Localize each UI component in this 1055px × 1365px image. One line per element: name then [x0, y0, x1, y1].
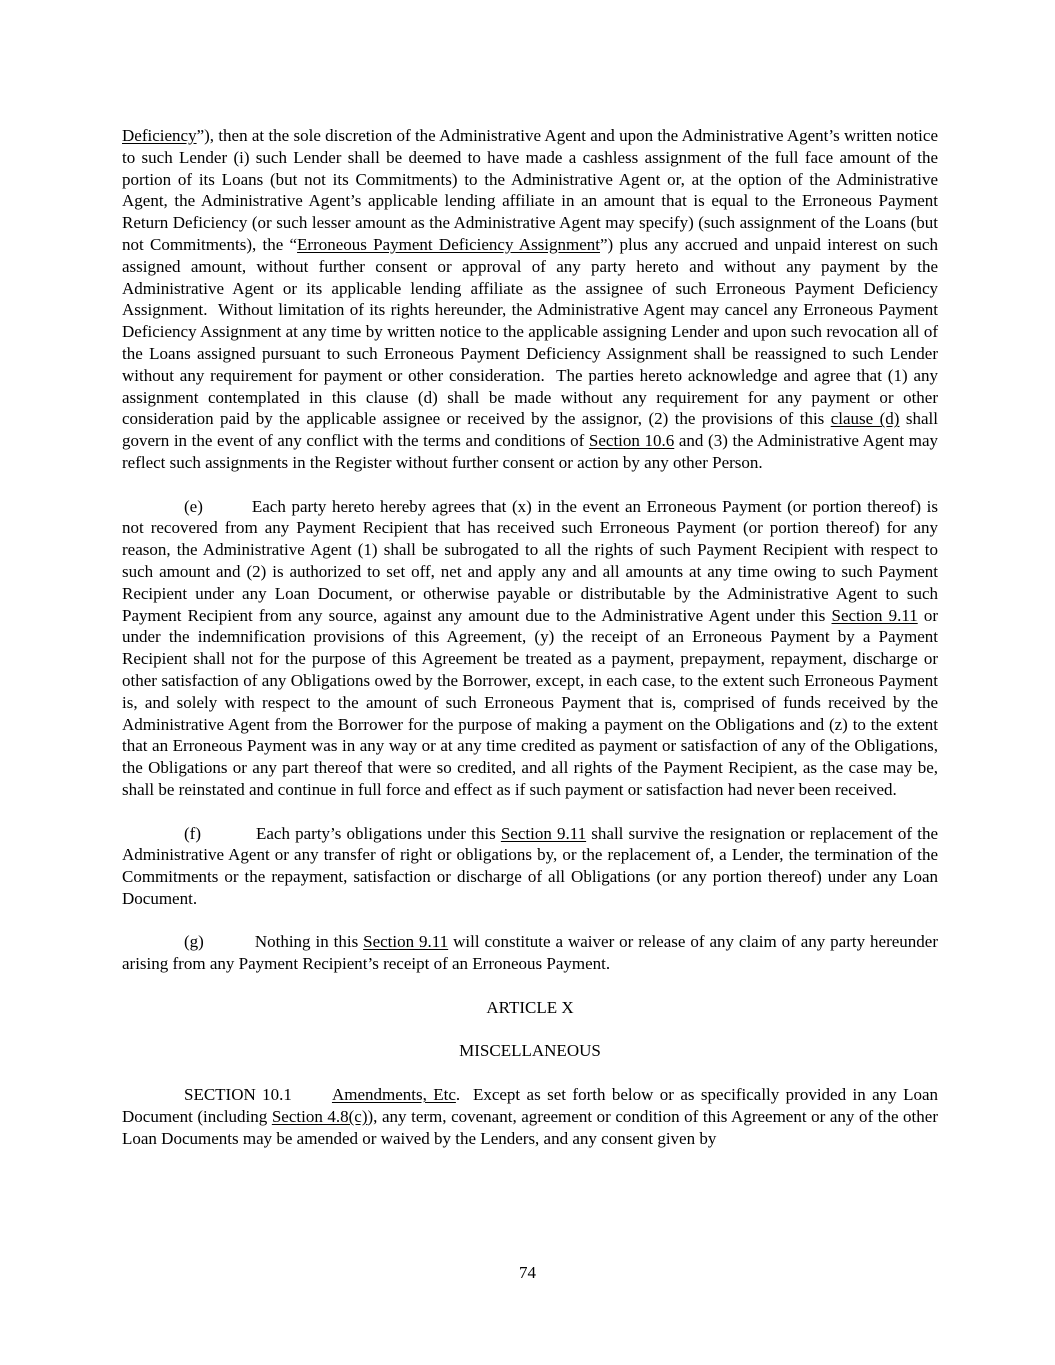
underlined-term: Deficiency: [122, 126, 197, 145]
underlined-term: Section 9.11: [500, 823, 587, 843]
tab-spacer: [203, 511, 252, 512]
text-run: (f): [184, 823, 201, 843]
underlined-term: Section 9.11: [363, 932, 449, 952]
text-run: ”), then at the sole discretion of the Administrative Agent and upon the Administrative Agent’s written notice to such Lender (i) such Lender shall be deemed to have made a cashless assignment of the full face amount of the portion of its Loans (but not its Commitments) to the Administrative Agent or, at the option of the Administrative Agent, the Administrative Agent’s applicable lending affiliate in an amount that is equal to the Erroneous Payment Return Deficiency (or such lesser amount as the Administrative Agent may specify) (such assignment of the Loans (but not Commitments), the “: [122, 126, 938, 254]
underlined-term: Section 10.6: [588, 431, 675, 451]
tab-spacer: [201, 838, 256, 839]
document-body: [122, 125, 938, 1171]
text-run: Nothing in this: [254, 932, 364, 952]
underlined-term: clause (d): [830, 409, 900, 429]
text-run: (e): [184, 496, 203, 516]
underlined-term: Amendments, Etc: [331, 1085, 456, 1105]
paragraph-section-10-1: [122, 1084, 938, 1149]
text-run: Each party hereto hereby agrees that (x) in the event an Erroneous Payment (or portion thereof) is not recovered from any Payment Recipient that has received such Erroneous Payment (or portion thereof) for any reason, the Administrative Agent (1) shall be subrogated to all the rights of such Payment Recipient with respect to such amount and (2) is authorized to set off, net and apply any and all amounts at any time owing to such Payment Recipient under any Loan Document, or otherwise payable or distributable by the Administrative Agent to such Payment Recipient from any source, against any amount due to the Administrative Agent under this: [122, 496, 938, 625]
text-run: MISCELLANEOUS: [459, 1041, 601, 1061]
text-run: ARTICLE X: [486, 997, 574, 1017]
text-run: shall govern in the event of any conflict with the terms and conditions of: [122, 409, 938, 451]
text-run: SECTION 10.1: [184, 1085, 292, 1105]
tab-spacer: [204, 946, 255, 947]
heading-miscellaneous: [122, 1040, 938, 1062]
text-run: Each party’s obligations under this: [255, 823, 501, 843]
text-run: and (3) the Administrative Agent may reflect such assignments in the Register without further consent or action by any other Person.: [122, 431, 938, 472]
text-run: shall survive the resignation or replacement of the Administrative Agent or any transfer of right or obligations by, or the replacement of, a Lender, the termination of the Commitments or the repayment, satisfaction or discharge of all Obligations (or any portion thereof) under any Loan Document.: [122, 823, 938, 908]
text-run: (g): [184, 932, 204, 952]
paragraph-e: [122, 496, 938, 801]
text-run: ”) plus any accrued and unpaid interest on such assigned amount, without further consent or approval of any party hereto and without any payment by the Administrative Agent or its applicable lending affiliate as the assignee of such Erroneous Payment Deficiency Assignment. Without limitation of its rights hereunder, the Administrative Agent may cancel any Erroneous Payment Deficiency Assignment at any time by written notice to the applicable assigning Lender and upon such revocation all of the Loans assigned pursuant to such Erroneous Payment Deficiency Assignment shall be reassigned to such Lender without any requirement for payment or other consideration. The parties hereto acknowledge and agree that (1) any assignment contemplated in this clause (d) shall be made without any requirement for any payment or other consideration paid by the applicable assignee or received by the assignor, (2) the provisions of this: [122, 234, 938, 429]
underlined-term: Section 9.11: [831, 605, 918, 625]
text-run: will constitute a waiver or release of any claim of any party hereunder arising from any Payment Recipient’s receipt of an Erroneous Payment.: [122, 932, 938, 974]
paragraph-clause-d-continuation: [122, 125, 938, 474]
heading-article-x: [122, 997, 938, 1019]
paragraph-f: [122, 823, 938, 910]
underlined-term: Section 4.8(c): [271, 1106, 368, 1126]
paragraph-g: [122, 931, 938, 975]
text-run: or under the indemnification provisions of this Agreement, (y) the receipt of an Erroneous Payment by a Payment Recipient shall not for the purpose of this Agreement be treated as a payment, prepayment, repayment, discharge or other satisfaction of any Obligations owed by the Borrower, except, in each case, to the extent such Erroneous Payment is, and solely with respect to the amount of such Erroneous Payment that is, comprised of funds received by the Administrative Agent from the Borrower for the purpose of making a payment on the Obligations and (z) to the extent that an Erroneous Payment was in any way or at any time credited as payment or satisfaction of any of the Obligations, the Obligations or any part thereof that were so credited, and all rights of the Payment Recipient, as the case may be, shall be reinstated and continue in full force and effect as if such payment or satisfaction had never been received.: [122, 605, 938, 799]
text-run: ), any term, covenant, agreement or condition of this Agreement or any of the other Loan Documents may be amended or waived by the Lenders, and any consent given by: [122, 1106, 938, 1148]
text-run: . Except as set forth below or as specifically provided in any Loan Document (including: [122, 1085, 939, 1126]
page-number: 74: [519, 1263, 536, 1282]
underlined-term: Erroneous Payment Deficiency Assignment: [297, 234, 601, 254]
tab-spacer: [292, 1099, 332, 1100]
